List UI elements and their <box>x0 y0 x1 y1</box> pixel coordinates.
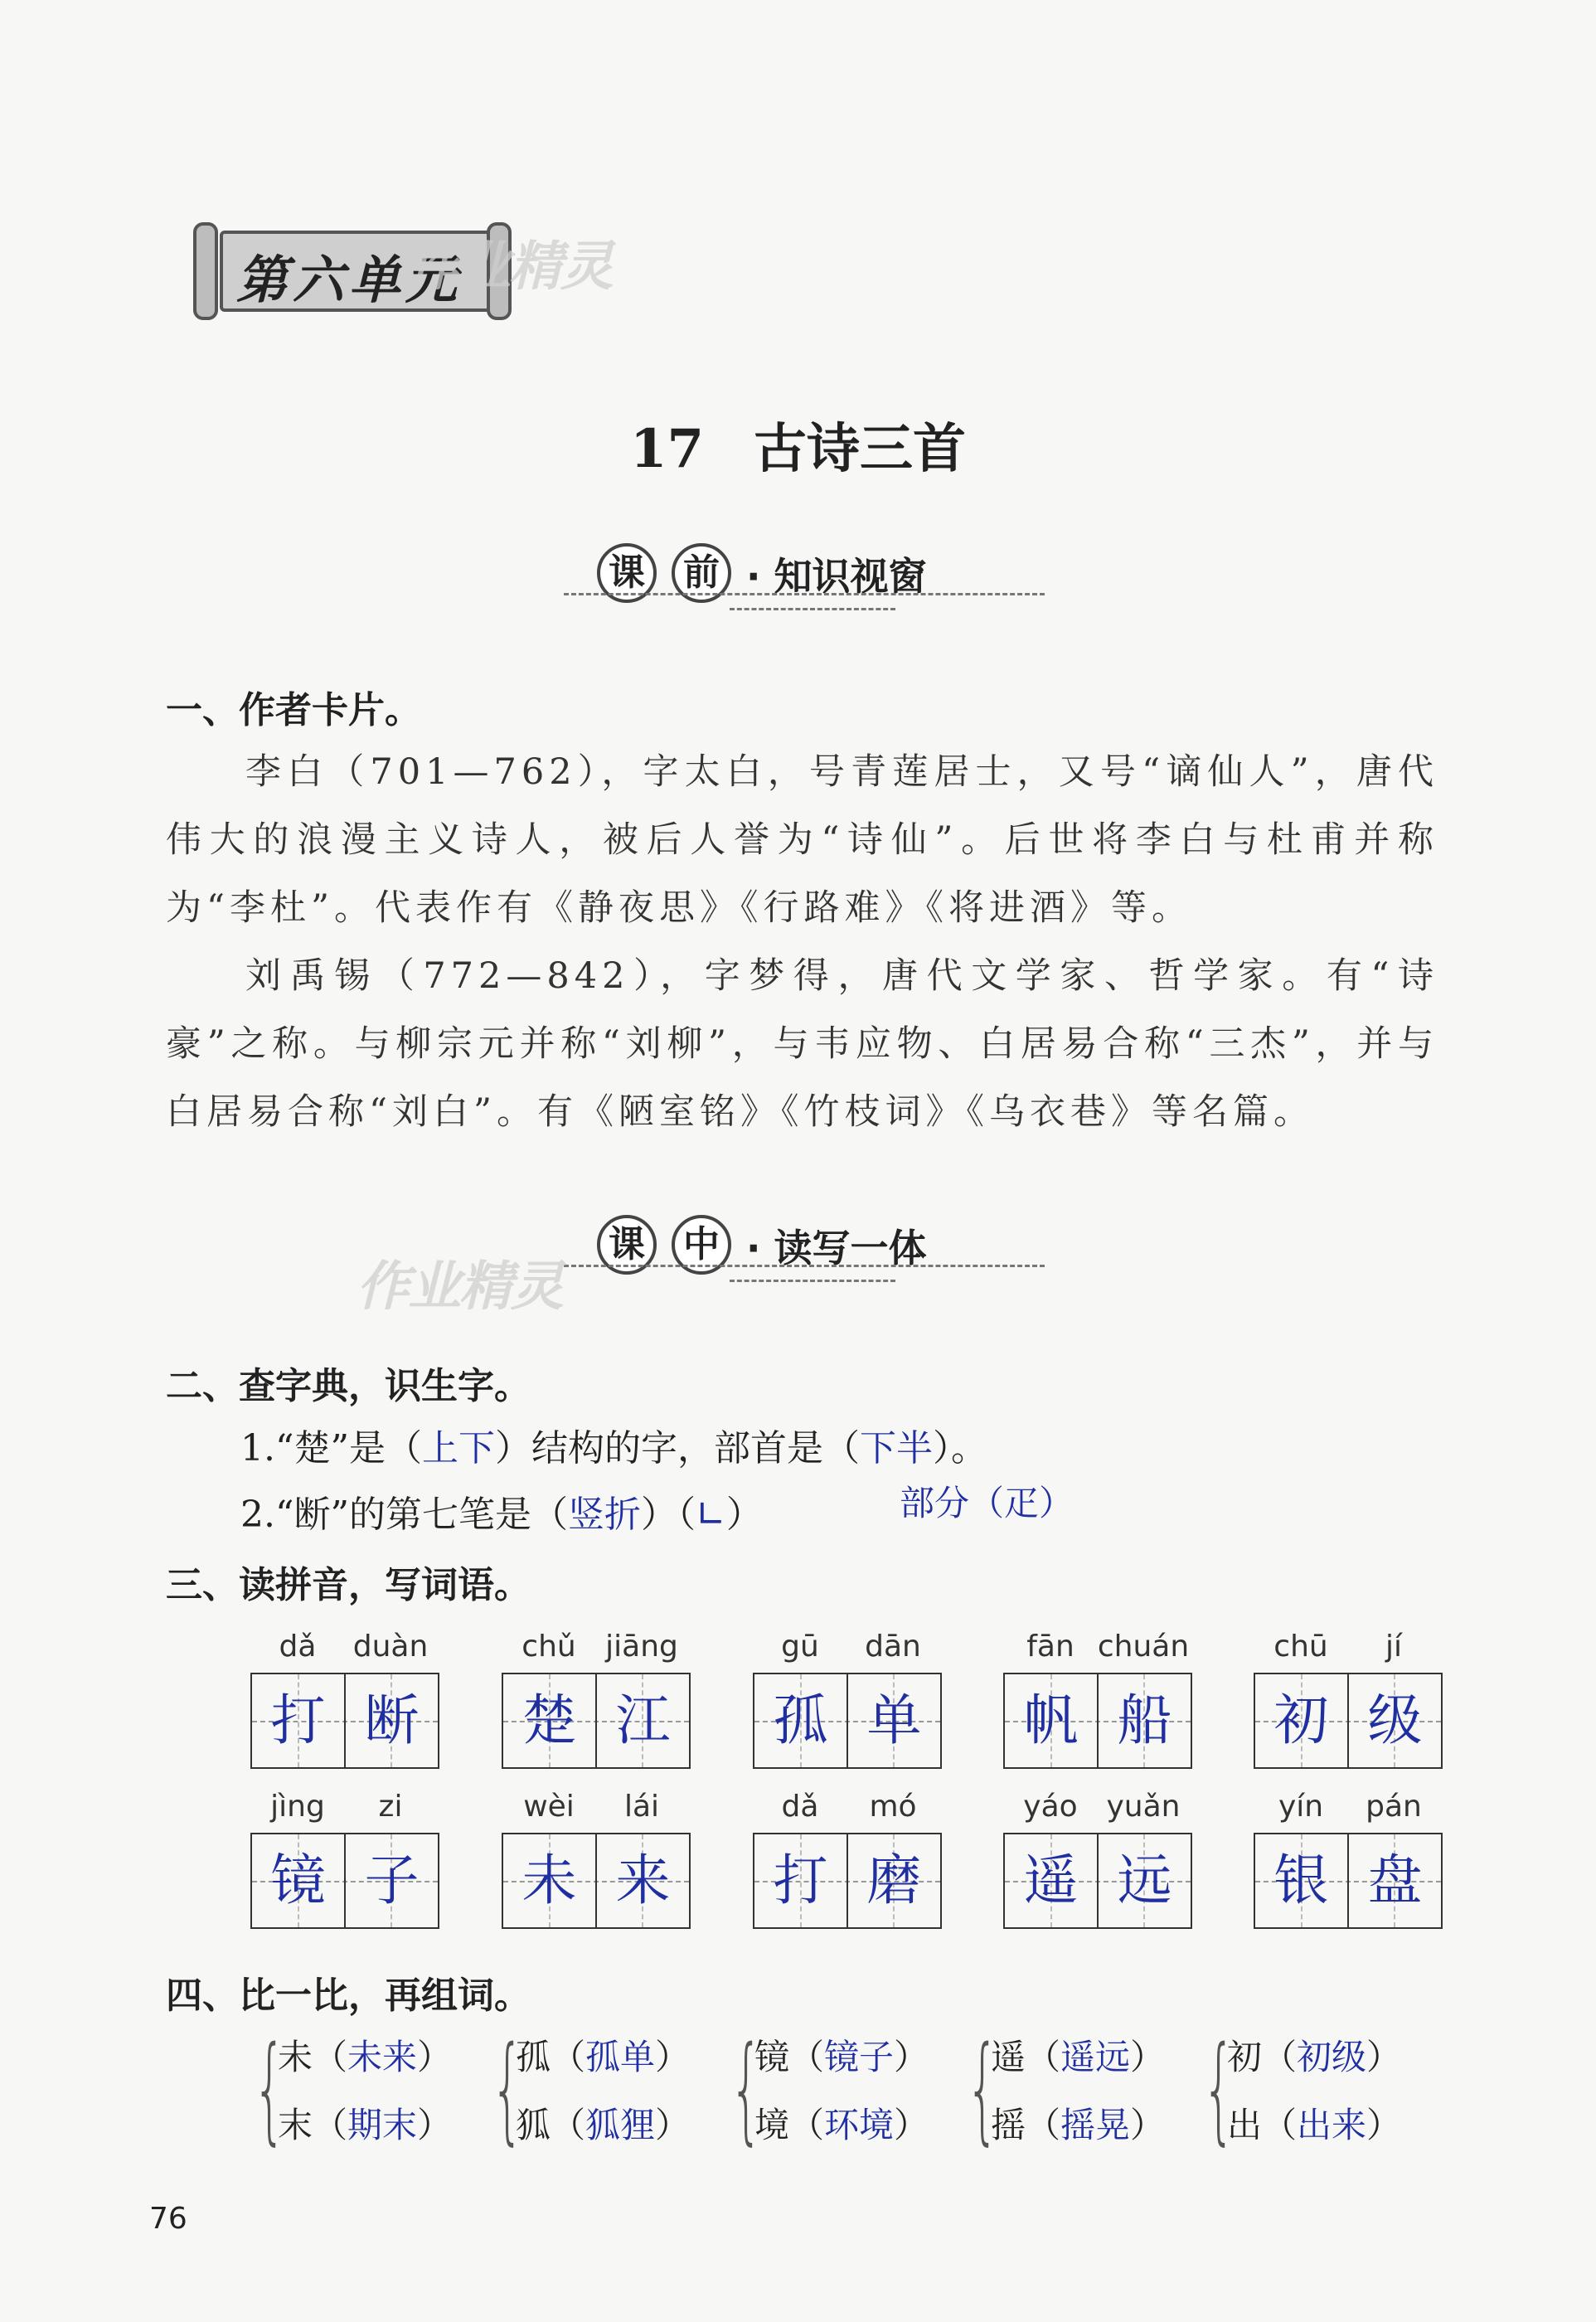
lesson-number: 17 <box>629 418 705 480</box>
question-1-title: 一、作者卡片。 <box>166 689 421 731</box>
answer-char: 盘 <box>1367 1848 1423 1912</box>
answer-char: 打 <box>270 1688 326 1752</box>
author-card <box>166 738 1438 1146</box>
question-4-title: 四、比一比，再组词。 <box>166 1975 531 2017</box>
scroll-left-roll <box>193 222 218 320</box>
question-2-item-1: 1.“楚”是（上下）结构的字，部首是（下半）。 <box>240 1427 987 1469</box>
question-2-title: 二、查字典，识生字。 <box>166 1365 531 1407</box>
handwritten-note: 部分（疋） <box>900 1483 1075 1523</box>
question-3-title: 三、读拼音，写词语。 <box>166 1564 531 1606</box>
section-header-in-class <box>564 1215 1061 1306</box>
answer-char: 磨 <box>866 1848 922 1912</box>
answer-char: 楚 <box>521 1688 577 1752</box>
decor-line <box>730 608 895 610</box>
workbook-page: 第六单元 作业精灵 17 古诗三首 课 前 · 知识视窗 一、作者卡片。 李白（701—762），字太白，号青莲居士，又号“谪仙人”，唐代伟大的浪漫主义诗人，被后人誉为“诗仙”。后世将李白与杜甫并称为“李杜”。代表作有《静夜思》《行路难》《将进酒》等。 刘禹锡（772—842），字梦得，唐代文学家、哲学家。有“诗豪”之称。与柳宗元并称“刘柳”，与韦应物、白居易合称“三杰”，并与白居易合称“刘白”。有《陋室铭》《竹枝词》《乌衣巷》等名篇。 课 中 · 读写一体 作业精灵 二、查字典，识生字。 1.“楚”是（上下）结构的字，部首是（下半）。 2.“断”的第七笔是（竖折）（∟） 部分（疋） 三、读拼音，写词语。 dǎ duàn 打 断 chǔ jiāng 楚 江 gū dān 孤 单 fān chuán 帆 船 chū jí 初 级 jìng zi 镜 子 wèi lái 未 来 dǎ mó 打 磨 yáo yuǎn 遥 远 yín pán 银 盘 四、比一比，再组词。 { 未（未来） 末（期末） { 孤（孤单） 狐（狐狸） { 镜（镜子） 境（环境） { 遥（遥远） 摇（摇晃） { 初（初级） 出（出来） 76 <box>0 0 1596 2322</box>
answer-char: 镜 <box>270 1848 326 1912</box>
section-header-before-class <box>564 543 1061 634</box>
brace: { <box>1202 2022 1236 2157</box>
answer-char: 孤 <box>773 1688 828 1752</box>
section-char-1: 课 <box>597 1215 657 1275</box>
unit-title: 第六单元 <box>236 250 463 310</box>
author-paragraph-libai: 李白（701—762），字太白，号青莲居士，又号“谪仙人”，唐代伟大的浪漫主义诗人，被后人誉为“诗仙”。后世将李白与杜甫并称为“李杜”。代表作有《静夜思》《行路难》《将进酒》等。 <box>166 751 1438 929</box>
answer-char: 远 <box>1117 1848 1172 1912</box>
watermark: 作业精灵 <box>406 236 612 298</box>
brace: { <box>253 2022 287 2157</box>
section-char-1: 课 <box>597 543 657 603</box>
answer-char: 江 <box>615 1688 671 1752</box>
answer-char: 遥 <box>1023 1848 1079 1912</box>
section-label: · 知识视窗 <box>746 554 927 599</box>
answer-char: 未 <box>521 1848 577 1912</box>
lesson-name: 古诗三首 <box>754 418 967 480</box>
answer-stroke-name: 竖折 <box>567 1494 641 1536</box>
answer-structure: 上下 <box>421 1427 495 1469</box>
watermark: 作业精灵 <box>357 1256 562 1318</box>
answer-char: 单 <box>866 1688 922 1752</box>
compare-pair: { 未（未来） 末（期末） <box>253 2022 453 2157</box>
lesson-title <box>0 406 1596 483</box>
answer-char: 银 <box>1273 1848 1329 1912</box>
brace: { <box>730 2022 764 2157</box>
question-2-item-2: 2.“断”的第七笔是（竖折）（∟） <box>240 1494 763 1536</box>
compare-pair: { 初（初级） 出（出来） <box>1202 2022 1402 2157</box>
author-paragraph-liuyuxi: 刘禹锡（772—842），字梦得，唐代文学家、哲学家。有“诗豪”之称。与柳宗元并称“刘柳”，与韦应物、白居易合称“三杰”，并与白居易合称“刘白”。有《陋室铭》《竹枝词》《乌衣巷》等名篇。 <box>166 955 1438 1133</box>
section-char-2: 前 <box>672 543 731 603</box>
answer-char: 断 <box>364 1688 420 1752</box>
answer-char: 来 <box>615 1848 671 1912</box>
decor-line <box>730 1280 895 1282</box>
compare-pair: { 镜（镜子） 境（环境） <box>730 2022 929 2157</box>
brace: { <box>491 2022 525 2157</box>
brace: { <box>966 2022 1000 2157</box>
answer-char: 初 <box>1273 1688 1329 1752</box>
section-label: · 读写一体 <box>746 1226 927 1270</box>
section-char-2: 中 <box>672 1215 731 1275</box>
answer-radical: 下半 <box>859 1427 933 1469</box>
compare-pair: { 孤（孤单） 狐（狐狸） <box>491 2022 691 2157</box>
answer-char: 帆 <box>1023 1688 1079 1752</box>
answer-char: 船 <box>1117 1688 1172 1752</box>
page-number: 76 <box>149 2202 187 2236</box>
compare-pair: { 遥（遥远） 摇（摇晃） <box>966 2022 1166 2157</box>
answer-char: 子 <box>364 1848 420 1912</box>
answer-char: 打 <box>773 1848 828 1912</box>
decor-line <box>564 1265 1045 1267</box>
decor-line <box>564 593 1045 595</box>
answer-char: 级 <box>1367 1688 1423 1752</box>
answer-stroke-shape: ∟ <box>695 1494 726 1536</box>
